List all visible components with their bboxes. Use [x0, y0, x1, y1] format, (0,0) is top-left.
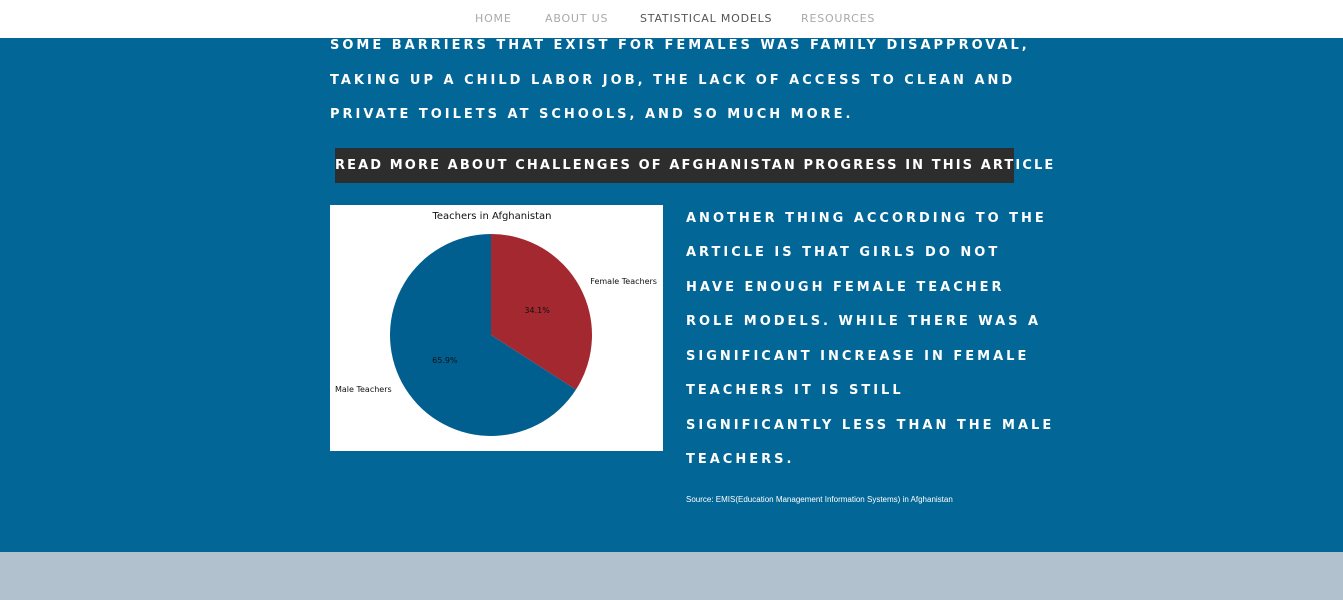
top-navbar: [0, 0, 1343, 38]
intro-text-line: PRIVATE TOILETS AT SCHOOLS, AND SO MUCH MORE.: [330, 107, 854, 122]
read-more-article-button[interactable]: READ MORE ABOUT CHALLENGES OF AFGHANISTAN PROGRESS IN THIS ARTICLE: [335, 148, 1014, 183]
chart-title: Teachers in Afghanistan: [432, 211, 552, 222]
side-text-line: SIGNIFICANTLY LESS THAN THE MALE: [686, 418, 1055, 433]
side-text-line: TEACHERS.: [686, 452, 795, 467]
nav-home-link[interactable]: HOME: [475, 12, 512, 25]
side-text-line: ANOTHER THING ACCORDING TO THE: [686, 211, 1047, 226]
content-section: [0, 38, 1343, 552]
pie-category-label: Female Teachers: [590, 276, 657, 286]
side-text-line: ROLE MODELS. WHILE THERE WAS A: [686, 314, 1042, 329]
side-text-line: SIGNIFICANT INCREASE IN FEMALE: [686, 349, 1030, 364]
side-text-line: TEACHERS IT IS STILL: [686, 383, 904, 398]
side-text-line: ARTICLE IS THAT GIRLS DO NOT: [686, 245, 1001, 260]
pie-category-label: Male Teachers: [334, 385, 392, 395]
intro-text-line: TAKING UP A CHILD LABOR JOB, THE LACK OF ACCESS TO CLEAN AND: [330, 73, 1016, 88]
nav-statistical-models-link[interactable]: STATISTICAL MODELS: [640, 12, 773, 25]
teachers-pie-chart: [330, 205, 663, 451]
footer-band: [0, 552, 1343, 600]
nav-about-us-link[interactable]: ABOUT US: [545, 12, 609, 25]
side-text-line: HAVE ENOUGH FEMALE TEACHER: [686, 280, 1005, 295]
nav-resources-link[interactable]: RESOURCES: [801, 12, 876, 25]
intro-text-line: SOME BARRIERS THAT EXIST FOR FEMALES WAS FAMILY DISAPPROVAL,: [330, 38, 1030, 53]
pie-percent-label: 65.9%: [432, 356, 458, 366]
pie-chart-svg: [330, 205, 663, 451]
source-note: Source: EMIS(Education Management Information Systems) in Afghanistan: [686, 495, 953, 504]
pie-percent-label: 34.1%: [524, 305, 550, 315]
